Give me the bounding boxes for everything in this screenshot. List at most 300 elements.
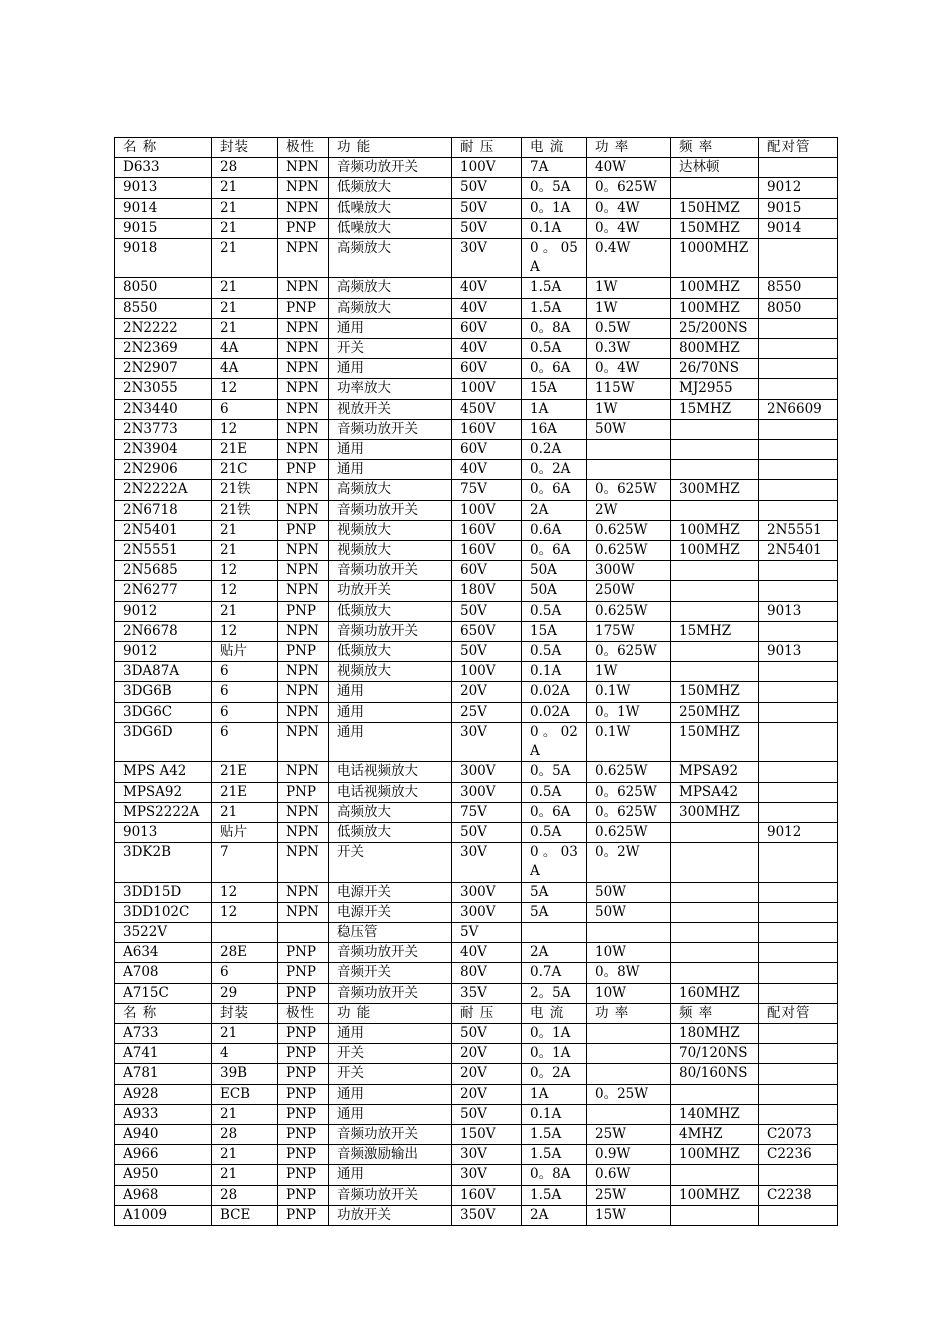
cell-current: 2A [522,1205,587,1225]
cell-current: 0。6A [522,359,587,379]
cell-function: 通用 [329,702,452,722]
cell-current: 7A [522,158,587,178]
table-row [115,178,838,198]
cell-voltage: 30V [452,1165,522,1185]
cell-function: 开关 [329,1064,452,1084]
cell-frequency: 4MHZ [671,1124,759,1144]
cell-frequency: 100MHZ [671,278,759,298]
cell-power: 2W [587,500,671,520]
header-cell-package: 封装 [212,1003,278,1023]
cell-name: 9013 [115,822,212,842]
header-cell-polarity: 极性 [278,1003,329,1023]
cell-voltage: 50V [452,1104,522,1124]
cell-package: 21E [212,762,278,782]
cell-polarity: NPN [278,339,329,359]
cell-complement [759,702,838,722]
cell-package: 21铁 [212,500,278,520]
cell-package: 贴片 [212,642,278,662]
cell-frequency [671,440,759,460]
cell-voltage: 160V [452,541,522,561]
header-cell-function: 功 能 [329,138,452,158]
cell-voltage: 75V [452,480,522,500]
cell-package: 12 [212,882,278,902]
table-row [115,983,838,1003]
cell-package: 21 [212,239,278,278]
cell-complement: 9012 [759,178,838,198]
cell-function: 通用 [329,359,452,379]
cell-current: 0 。 02 A [522,722,587,761]
cell-complement: 8550 [759,278,838,298]
cell-function: 功率放大 [329,379,452,399]
cell-function: 开关 [329,843,452,882]
cell-power: 0。625W [587,480,671,500]
cell-frequency [671,581,759,601]
cell-name: 3DD15D [115,882,212,902]
cell-power: 0.1W [587,722,671,761]
cell-frequency: 150MHZ [671,682,759,702]
cell-complement [759,460,838,480]
header-cell-voltage: 耐 压 [452,138,522,158]
cell-function: 高频放大 [329,802,452,822]
cell-package: 21 [212,601,278,621]
cell-name: 3DD102C [115,902,212,922]
cell-current: 2A [522,943,587,963]
table-row [115,621,838,641]
table-row [115,460,838,480]
cell-polarity: PNP [278,1044,329,1064]
cell-complement [759,963,838,983]
header-cell-current: 电 流 [522,1003,587,1023]
cell-function: 开关 [329,339,452,359]
cell-polarity: PNP [278,1165,329,1185]
cell-power [587,440,671,460]
cell-voltage: 50V [452,1023,522,1043]
cell-name: 2N2369 [115,339,212,359]
cell-complement [759,843,838,882]
cell-frequency [671,843,759,882]
cell-function: 音频功放开关 [329,561,452,581]
cell-polarity: NPN [278,480,329,500]
cell-current: 0。8A [522,318,587,338]
cell-current: 0.5A [522,822,587,842]
cell-current: 0.5A [522,339,587,359]
cell-current: 0.2A [522,440,587,460]
cell-power: 0。625W [587,178,671,198]
cell-voltage: 100V [452,158,522,178]
cell-function: 音频功放开关 [329,158,452,178]
cell-polarity: NPN [278,662,329,682]
table-row [115,359,838,379]
cell-power: 0。1W [587,702,671,722]
cell-current: 50A [522,581,587,601]
cell-voltage: 5V [452,922,522,942]
cell-complement: 9015 [759,198,838,218]
cell-package: 21 [212,278,278,298]
cell-current: 0.6A [522,520,587,540]
cell-voltage: 150V [452,1124,522,1144]
cell-complement [759,882,838,902]
table-row [115,662,838,682]
cell-frequency: 140MHZ [671,1104,759,1124]
cell-polarity: PNP [278,782,329,802]
cell-polarity: PNP [278,642,329,662]
cell-complement: 9014 [759,218,838,238]
cell-complement [759,762,838,782]
cell-function: 电源开关 [329,902,452,922]
cell-frequency [671,922,759,942]
table-row [115,1044,838,1064]
cell-polarity: NPN [278,581,329,601]
cell-package: 12 [212,621,278,641]
cell-package: 6 [212,702,278,722]
cell-voltage: 180V [452,581,522,601]
cell-package: 12 [212,561,278,581]
cell-frequency: MJ2955 [671,379,759,399]
cell-voltage: 160V [452,1185,522,1205]
cell-power: 0。625W [587,802,671,822]
cell-package: 12 [212,581,278,601]
cell-name: 9018 [115,239,212,278]
table-row [115,601,838,621]
cell-power: 0.625W [587,541,671,561]
cell-current: 0。6A [522,480,587,500]
cell-function: 音频激励输出 [329,1145,452,1165]
cell-power: 40W [587,158,671,178]
cell-power: 0。4W [587,198,671,218]
cell-current: 0.1A [522,662,587,682]
cell-complement [759,359,838,379]
cell-power: 0。625W [587,642,671,662]
cell-power: 0.625W [587,762,671,782]
cell-complement [759,621,838,641]
cell-name: A733 [115,1023,212,1043]
cell-power: 50W [587,902,671,922]
cell-name: 9014 [115,198,212,218]
cell-function: 音频功放开关 [329,1124,452,1144]
cell-frequency: 800MHZ [671,339,759,359]
cell-name: A708 [115,963,212,983]
cell-polarity: NPN [278,178,329,198]
cell-function: 通用 [329,1023,452,1043]
cell-package: 21 [212,298,278,318]
cell-name: 2N2906 [115,460,212,480]
table-row [115,218,838,238]
table-row [115,802,838,822]
cell-current: 50A [522,561,587,581]
cell-complement [759,1084,838,1104]
cell-function: 音频功放开关 [329,621,452,641]
table-row [115,1185,838,1205]
cell-polarity: NPN [278,500,329,520]
cell-frequency: 100MHZ [671,298,759,318]
cell-complement [759,239,838,278]
cell-current: 0.1A [522,1104,587,1124]
cell-voltage: 300V [452,902,522,922]
header-cell-current: 电 流 [522,138,587,158]
cell-function: 通用 [329,722,452,761]
cell-power: 0。4W [587,218,671,238]
table-row [115,1104,838,1124]
cell-frequency: 达林顿 [671,158,759,178]
cell-current: 1.5A [522,1185,587,1205]
cell-power [587,922,671,942]
cell-current: 0。8A [522,1165,587,1185]
cell-voltage: 60V [452,440,522,460]
cell-current: 5A [522,902,587,922]
cell-power [587,1044,671,1064]
cell-current: 0。6A [522,541,587,561]
cell-package: 12 [212,419,278,439]
cell-power: 1W [587,399,671,419]
cell-polarity: PNP [278,1145,329,1165]
cell-power: 1W [587,662,671,682]
cell-polarity: PNP [278,520,329,540]
cell-current: 0.5A [522,642,587,662]
cell-package: 28 [212,1185,278,1205]
cell-function: 音频功放开关 [329,943,452,963]
cell-frequency: 100MHZ [671,541,759,561]
cell-name: 2N6678 [115,621,212,641]
cell-power: 0。2W [587,843,671,882]
cell-package: 21 [212,802,278,822]
cell-polarity: NPN [278,822,329,842]
cell-function: 开关 [329,1044,452,1064]
cell-frequency: 26/70NS [671,359,759,379]
cell-name: 2N3904 [115,440,212,460]
cell-name: 2N5551 [115,541,212,561]
cell-name: 2N3055 [115,379,212,399]
cell-name: A966 [115,1145,212,1165]
cell-function: 高频放大 [329,278,452,298]
cell-polarity: PNP [278,298,329,318]
header-cell-power: 功 率 [587,1003,671,1023]
cell-package: ECB [212,1084,278,1104]
cell-power [587,460,671,480]
table-row [115,882,838,902]
cell-polarity: NPN [278,198,329,218]
table-row [115,1124,838,1144]
cell-voltage: 30V [452,722,522,761]
cell-name: MPS2222A [115,802,212,822]
cell-package: 6 [212,662,278,682]
cell-frequency: 100MHZ [671,520,759,540]
transistor-spec-table [114,137,838,1226]
cell-polarity: NPN [278,843,329,882]
cell-name: A1009 [115,1205,212,1225]
cell-complement [759,922,838,942]
cell-complement [759,662,838,682]
cell-power: 25W [587,1185,671,1205]
cell-function: 视频放大 [329,541,452,561]
cell-power: 0。8W [587,963,671,983]
cell-function: 通用 [329,1165,452,1185]
table-row [115,822,838,842]
table-row [115,339,838,359]
table-row [115,762,838,782]
table-row [115,1145,838,1165]
cell-current: 1.5A [522,298,587,318]
cell-name: 3DG6D [115,722,212,761]
cell-name: 8550 [115,298,212,318]
cell-current: 0.1A [522,218,587,238]
cell-power: 1W [587,298,671,318]
cell-power: 175W [587,621,671,641]
cell-voltage: 30V [452,1145,522,1165]
cell-function: 视频放大 [329,662,452,682]
cell-current: 15A [522,379,587,399]
cell-voltage: 40V [452,460,522,480]
cell-frequency [671,460,759,480]
cell-voltage: 20V [452,1084,522,1104]
cell-voltage: 450V [452,399,522,419]
cell-complement: C2236 [759,1145,838,1165]
table-row [115,500,838,520]
table-row [115,239,838,278]
cell-function: 低频放大 [329,178,452,198]
cell-package: 贴片 [212,822,278,842]
cell-complement [759,1064,838,1084]
cell-power: 15W [587,1205,671,1225]
cell-current: 0.5A [522,782,587,802]
cell-name: 2N6718 [115,500,212,520]
cell-complement: 9012 [759,822,838,842]
cell-name: A741 [115,1044,212,1064]
cell-package: 21 [212,1023,278,1043]
cell-frequency [671,822,759,842]
cell-function: 电话视频放大 [329,782,452,802]
cell-voltage: 50V [452,601,522,621]
cell-power: 0.5W [587,318,671,338]
cell-voltage: 100V [452,379,522,399]
cell-complement [759,581,838,601]
cell-complement [759,379,838,399]
cell-complement [759,1104,838,1124]
cell-current: 0。1A [522,1023,587,1043]
cell-complement: 9013 [759,601,838,621]
cell-complement [759,902,838,922]
cell-package: 29 [212,983,278,1003]
cell-frequency: 100MHZ [671,1185,759,1205]
cell-voltage: 350V [452,1205,522,1225]
cell-voltage: 300V [452,762,522,782]
table-row [115,682,838,702]
cell-name: 2N5685 [115,561,212,581]
cell-voltage: 25V [452,702,522,722]
cell-package: 21C [212,460,278,480]
cell-polarity: NPN [278,682,329,702]
cell-polarity: PNP [278,1185,329,1205]
cell-current: 1.5A [522,1145,587,1165]
cell-package: 21 [212,318,278,338]
table-row [115,419,838,439]
cell-package: 6 [212,722,278,761]
cell-current: 1A [522,399,587,419]
cell-polarity: NPN [278,379,329,399]
cell-polarity: PNP [278,1084,329,1104]
cell-polarity: NPN [278,541,329,561]
cell-current: 0。5A [522,762,587,782]
cell-polarity: NPN [278,158,329,178]
cell-power: 250W [587,581,671,601]
header-cell-voltage: 耐 压 [452,1003,522,1023]
cell-complement [759,339,838,359]
cell-name: 3DG6B [115,682,212,702]
cell-current: 1A [522,1084,587,1104]
cell-complement [759,561,838,581]
cell-complement [759,1165,838,1185]
cell-power [587,1023,671,1043]
cell-polarity: PNP [278,1124,329,1144]
cell-package: 21E [212,440,278,460]
cell-package: 6 [212,682,278,702]
cell-power: 0.625W [587,601,671,621]
table-row [115,922,838,942]
cell-function: 低频放大 [329,642,452,662]
cell-power: 0.4W [587,239,671,278]
cell-package: 28E [212,943,278,963]
table-row [115,581,838,601]
cell-package: 21 [212,520,278,540]
cell-frequency [671,963,759,983]
cell-name: 2N2222A [115,480,212,500]
cell-package: 21 [212,1145,278,1165]
cell-complement [759,158,838,178]
cell-package: BCE [212,1205,278,1225]
cell-package: 21 [212,178,278,198]
cell-power: 0.625W [587,520,671,540]
table-row [115,561,838,581]
table-row [115,1084,838,1104]
table-row [115,278,838,298]
cell-power: 10W [587,943,671,963]
cell-package: 28 [212,158,278,178]
table-row [115,1205,838,1225]
cell-frequency: 160MHZ [671,983,759,1003]
table-row [115,520,838,540]
cell-polarity: NPN [278,702,329,722]
cell-polarity: PNP [278,1064,329,1084]
cell-name: A950 [115,1165,212,1185]
cell-voltage: 80V [452,963,522,983]
cell-current: 0.02A [522,702,587,722]
cell-name: 2N2222 [115,318,212,338]
cell-frequency [671,1084,759,1104]
header-cell-complement: 配对管 [759,1003,838,1023]
cell-current: 0。5A [522,178,587,198]
table-row [115,158,838,178]
cell-voltage: 30V [452,239,522,278]
cell-complement [759,1044,838,1064]
cell-function: 低频放大 [329,601,452,621]
cell-name: MPSA92 [115,782,212,802]
cell-polarity: NPN [278,802,329,822]
cell-function: 通用 [329,460,452,480]
cell-voltage: 160V [452,419,522,439]
cell-polarity: PNP [278,601,329,621]
cell-name: 8050 [115,278,212,298]
cell-voltage: 60V [452,318,522,338]
cell-package: 4 [212,1044,278,1064]
cell-function: 通用 [329,682,452,702]
cell-function: 稳压管 [329,922,452,942]
cell-frequency [671,662,759,682]
cell-voltage: 35V [452,983,522,1003]
cell-name: A940 [115,1124,212,1144]
cell-complement: 2N5551 [759,520,838,540]
cell-frequency: MPSA42 [671,782,759,802]
cell-polarity: PNP [278,1205,329,1225]
header-cell-frequency: 频 率 [671,1003,759,1023]
